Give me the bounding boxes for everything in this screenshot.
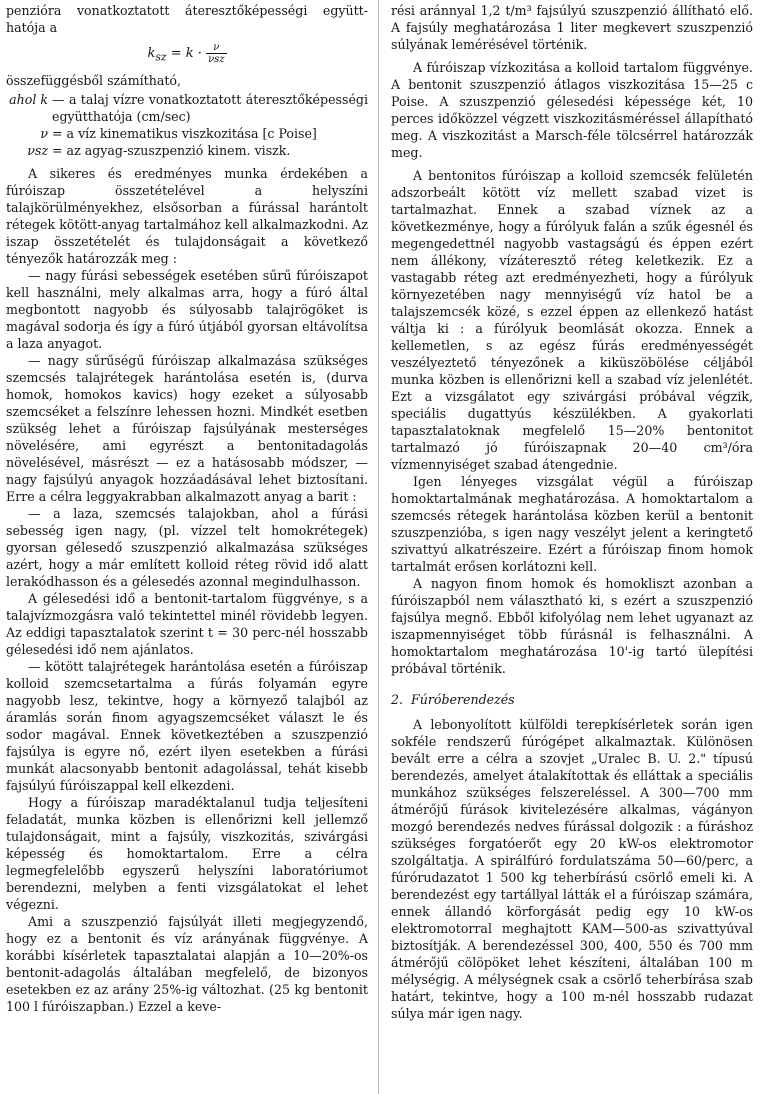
paragraph: A sikeres és eredményes munka érdekében a fúróiszap összetételével a helyszíni talajkörülményekhez, elsősorban a fúrással harántolt rétegek kötött-anyag tartalmához kell alkalmazkodni. Az iszap összetételét és tulajdonságait a következő tényezők határozzák meg :: [6, 166, 368, 266]
paragraph: A bentonitos fúróiszap a kolloid szemcsék felületén adszorbeált kötött víz mellett szabad vizet is tartalmazhat. Ennek a szabad víznek az a következménye, hogy a fúrólyuk falán a szűk égesnél és megengedettnél nagyobb vastagságú és éppen ezért nem állékony, vízáteresztő réteg keletkezik. Ez a vastagabb réteg azt eredményezheti, hogy a fúrólyuk környezetében nagy mennyiségű víz hatol be a talajszemcsék közé, s ezzel éppen az ellenkező hatást váltja ki : a fúrólyuk beomlását okozza. Ennek a kellemetlen, s az egész fúrás eredményességét veszélyeztető tényezőnek a kiküszöbölése céljából munka közben is ellenőrizni kell a szabad víz jelenlétét. Ezt a vizsgálatot egy szivárgási próbával végzik, speciális dugattyús készülékben. A gyakorlati tapasztalatoknak megfelelő 15—20% bentonitot tartalmazó jó fúróiszapnak 20—40 cm³/óra vízmennyiséget szabad átengednie.: [391, 168, 753, 472]
formula-mid: = k ·: [170, 46, 202, 61]
paragraph: — nagy fúrási sebességek esetében sűrű fúróiszapot kell használni, mely alkalmas arra, hogy a fúró által megbontott nagyobb és súlyosabb talajrögöket is magával sodorja és így a fúró útjából gyorsan eltávolítsa a laza anyagot.: [6, 268, 368, 351]
definition-symbol: ν: [40, 126, 48, 141]
permeability-formula: [6, 42, 368, 68]
paragraph: Igen lényeges vizsgálat végül a fúróiszap homoktartalmának meghatározása. A homoktartalom a szemcsés rétegek harántolása közben kerül a bentonit szuszpenzióba, s igen nagy veszélyt jelent a keringtető szivattyú alkatrészeire. Ezért a fúróiszap finom homok tartalmát erősen korlátozni kell.: [391, 474, 753, 574]
formula-lhs: k: [147, 46, 156, 61]
paragraph: A fúróiszap vízkozitása a kolloid tartalom függvénye. A bentonit szuszpenzió átlagos viszkozitása 15—25 c Poise. A szuszpenzió gélesedési képessége két, 10 perces időközzel végzett viszkozitásméréssel állapítható meg. A viszkozitást a Marsch-féle tölcsérrel határozzák meg.: [391, 60, 753, 160]
formula-numerator: ν: [206, 42, 226, 54]
formula-fraction: [206, 42, 226, 65]
section-heading: [391, 691, 753, 708]
paragraph: A nagyon finom homok és homokliszt azonban a fúróiszapból nem választható ki, s ezért a szuszpenzió fajsúlya megnő. Ebből kifolyólag nem lehet ugyanazt az iszapmennyiséget több fúrásnál is felhasználni. A homoktartalom meghatározása 10'-ig tartó ülepítési próbával történik.: [391, 576, 753, 676]
right-column: [391, 2, 753, 1022]
section-title: Fúróberendezés: [411, 692, 515, 707]
definition-symbol: ahol k: [9, 92, 48, 107]
paragraph: A gélesedési idő a bentonit-tartalom függvénye, s a talajvízmozgásra való tekintettel minél rövidebb legyen. Az eddigi tapasztalatok szerint t = 30 perc-nél hosszabb gélesedési idő nem ajánlatos.: [6, 591, 368, 657]
formula-lhs-sub: sz: [155, 50, 167, 64]
paragraph: rési aránnyal 1,2 t/m³ fajsúlyú szuszpenzió állítható elő. A fajsúly meghatározása 1 liter megkevert szuszpenzió súlyának lemérésével történik.: [391, 3, 753, 52]
definition-row: [6, 125, 368, 142]
definition-symbol: νsz: [27, 143, 48, 158]
paragraph: Ami a szuszpenzió fajsúlyát illeti megjegyzendő, hogy ez a bentonit és víz arányának függvénye. A korábbi kísérletek tapasztalatai alapján a 10—20%-os bentonit-adagolás általában megfelelő, de bizonyos esetekben ez az arány 25%-ig változhat. (25 kg bentonit 100 l fúróiszapban.) Ezzel a keve-: [6, 914, 368, 1014]
definition-text: = az agyag-szuszpenzió kinem. viszk.: [52, 143, 291, 158]
paragraph: — a laza, szemcsés talajokban, ahol a fúrási sebesség igen nagy, (pl. vízzel telt homokrétegek) gyorsan gélesedő szuszpenzió alkalmazása szükséges azért, hogy a már említett kolloid réteg rövid idő alatt lerakódhasson és a gélesedés azonnal megindulhasson.: [6, 506, 368, 589]
paragraph: Hogy a fúróiszap maradéktalanul tudja teljesíteni feladatát, munka közben is ellenőrizni kell jellemző tulajdonságait, mint a fajsúly, viszkozitás, szivárgási képesség és homoktartalom. Erre a célra legmegfelelőbb egyszerű helyszíni laboratóriumot berendezni, melyben a fenti vizsgálatokat el lehet végezni.: [6, 795, 368, 912]
definition-text: = a víz kinematikus viszkozitása [c Poise]: [52, 126, 317, 141]
paragraph: összefüggésből számítható,: [6, 73, 181, 88]
column-divider: [378, 0, 379, 1094]
paragraph: penzióra vonatkoztatott áteresztőképességi együtt-hatója a: [6, 3, 368, 35]
definition-text: — a talaj vízre vonatkoztatott áteresztőképességi együtthatója (cm/sec): [52, 92, 368, 124]
section-number: 2.: [391, 692, 404, 707]
paragraph: — nagy sűrűségű fúróiszap alkalmazása szükséges szemcsés talajrétegek harántolása esetén is, (durva homok, homokos kavics) hogy ezeket a súlyosabb szemcséket a felszínre lehessen hozni. Mindkét esetben szükség lehet a fúróiszap fajsúlyának mesterséges növelésére, ami egyrészt a bentonitadagolás növelésével, másrészt — ez a hatásosabb módszer, — nagy fajsúlyú anyagok hozzáadásával lehet biztosítani. Erre a célra leggyakrabban alkalmazott anyag a barit :: [6, 353, 368, 504]
definition-row: [6, 91, 368, 125]
formula-denominator: νsz: [208, 54, 225, 65]
paragraph: — kötött talajrétegek harántolása esetén a fúróiszap kolloid szemcsetartalma a fúrás folyamán egyre nagyobb lesz, tekintve, hogy a környező talajból az áramlás során finom agyagszemcséket választ le és sodor magával. Ennek következtében a szuszpenzió fajsúlya is egyre nő, ezért ilyen esetekben a fúrási munkát alacsonyabb bentonit adagolással, tehát kisebb fajsúlyú fúróiszappal kell elkezdeni.: [6, 659, 368, 793]
paragraph: A lebonyolított külföldi terepkísérletek során igen sokféle rendszerű fúrógépet alkalmaztak. Különösen bevált erre a célra a szovjet „Uralec B. U. 2." típusú berendezés, amelyet átalakítottak és elláttak a speciális munkához szükséges felszereléssel. A 300—700 mm átmérőjű fúrások kivitelezésére alkalmas, vágányon mozgó berendezés nedves fúrással dolgozik : a fúráshoz szükséges forgatóerőt egy 20 kW-os elektromotor szolgáltatja. A spirálfúró fordulatszáma 50—60/perc, a fúrórudazatot 1 500 kg teherbírású csörlő emeli ki. A berendezést egy tartállyal látták el a fúróiszap számára, ennek állandó körforgását pedig egy 10 kW-os elektromotorral meghajtott KAM—500-as szivattyúval biztosítják. A berendezéssel 300, 400, 550 és 700 mm átmérőjű cölöpöket lehet készíteni, általában 100 m mélységig. A mélységnek csak a csörlő teherbírása szab határt, tekintve, hogy a 100 m-nél hosszabb rudazat súlya már igen nagy.: [391, 717, 753, 1021]
symbol-definitions: [6, 91, 368, 159]
left-column: [6, 2, 368, 1015]
definition-row: [6, 142, 368, 159]
